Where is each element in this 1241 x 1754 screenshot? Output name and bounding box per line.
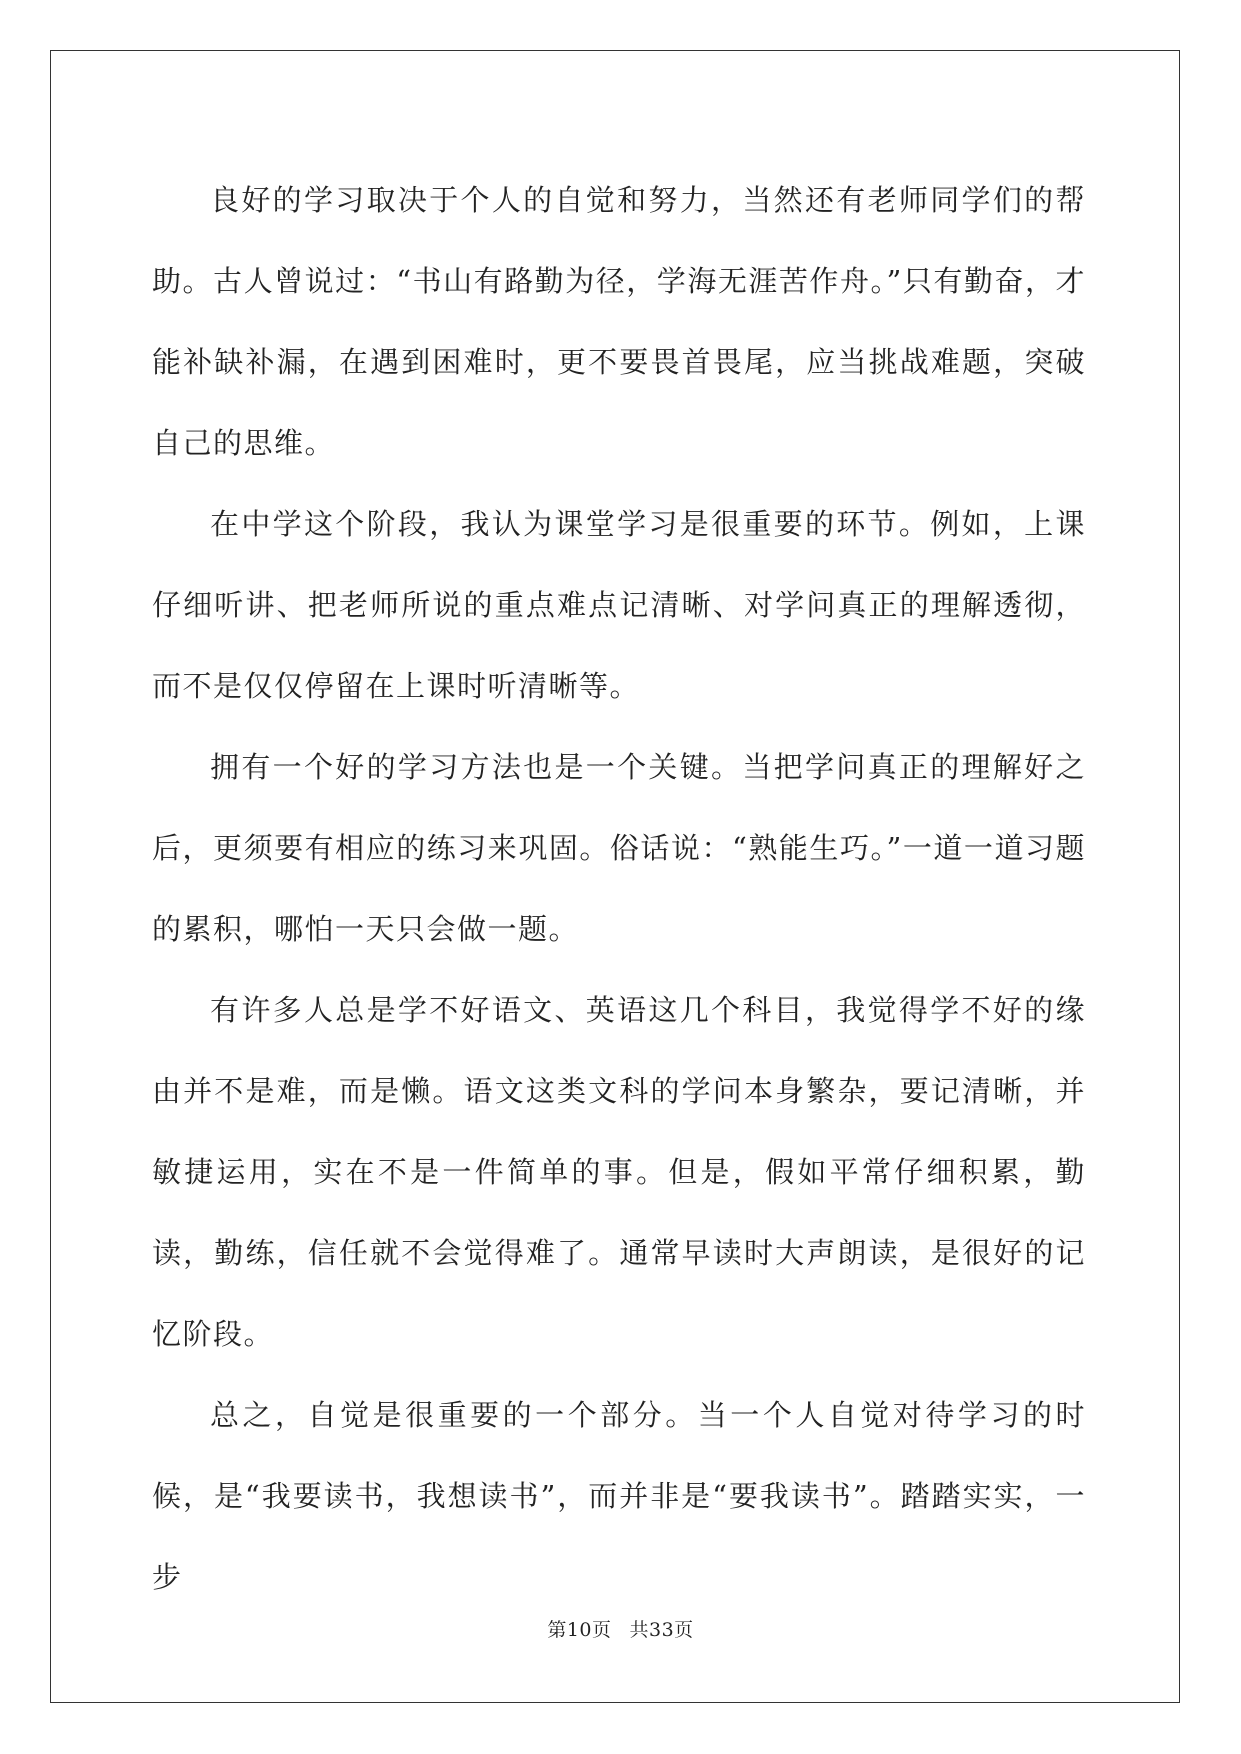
paragraph-4: 有许多人总是学不好语文、英语这几个科目，我觉得学不好的缘由并不是难，而是懒。语文这类文科的学问本身繁杂，要记清晰，并敏捷运用，实在不是一件简单的事。但是，假如平常仔细积累，勤读，勤练，信任就不会觉得难了。通常早读时大声朗读，是很好的记忆阶段。: [152, 993, 1086, 1351]
body-text: [152, 160, 1086, 1618]
paragraph-5: 总之，自觉是很重要的一个部分。当一个人自觉对待学习的时候，是“我要读书，我想读书”，而并非是“要我读书”。踏踏实实，一步: [152, 1398, 1086, 1594]
paragraph-2: 在中学这个阶段，我认为课堂学习是很重要的环节。例如，上课仔细听讲、把老师所说的重点难点记清晰、对学问真正的理解透彻，而不是仅仅停留在上课时听清晰等。: [152, 507, 1086, 703]
paragraph-1: 良好的学习取决于个人的自觉和努力，当然还有老师同学们的帮助。古人曾说过：“书山有路勤为径，学海无涯苦作舟。”只有勤奋，才能补缺补漏，在遇到困难时，更不要畏首畏尾，应当挑战难题，突破自己的思维。: [152, 183, 1086, 460]
paragraph-3: 拥有一个好的学习方法也是一个关键。当把学问真正的理解好之后，更须要有相应的练习来巩固。俗话说：“熟能生巧。”一道一道习题的累积，哪怕一天只会做一题。: [152, 750, 1086, 946]
page-footer: [0, 1615, 1241, 1642]
total-pages-label: 共33页: [629, 1619, 694, 1641]
current-page-label: 第10页: [547, 1619, 612, 1641]
